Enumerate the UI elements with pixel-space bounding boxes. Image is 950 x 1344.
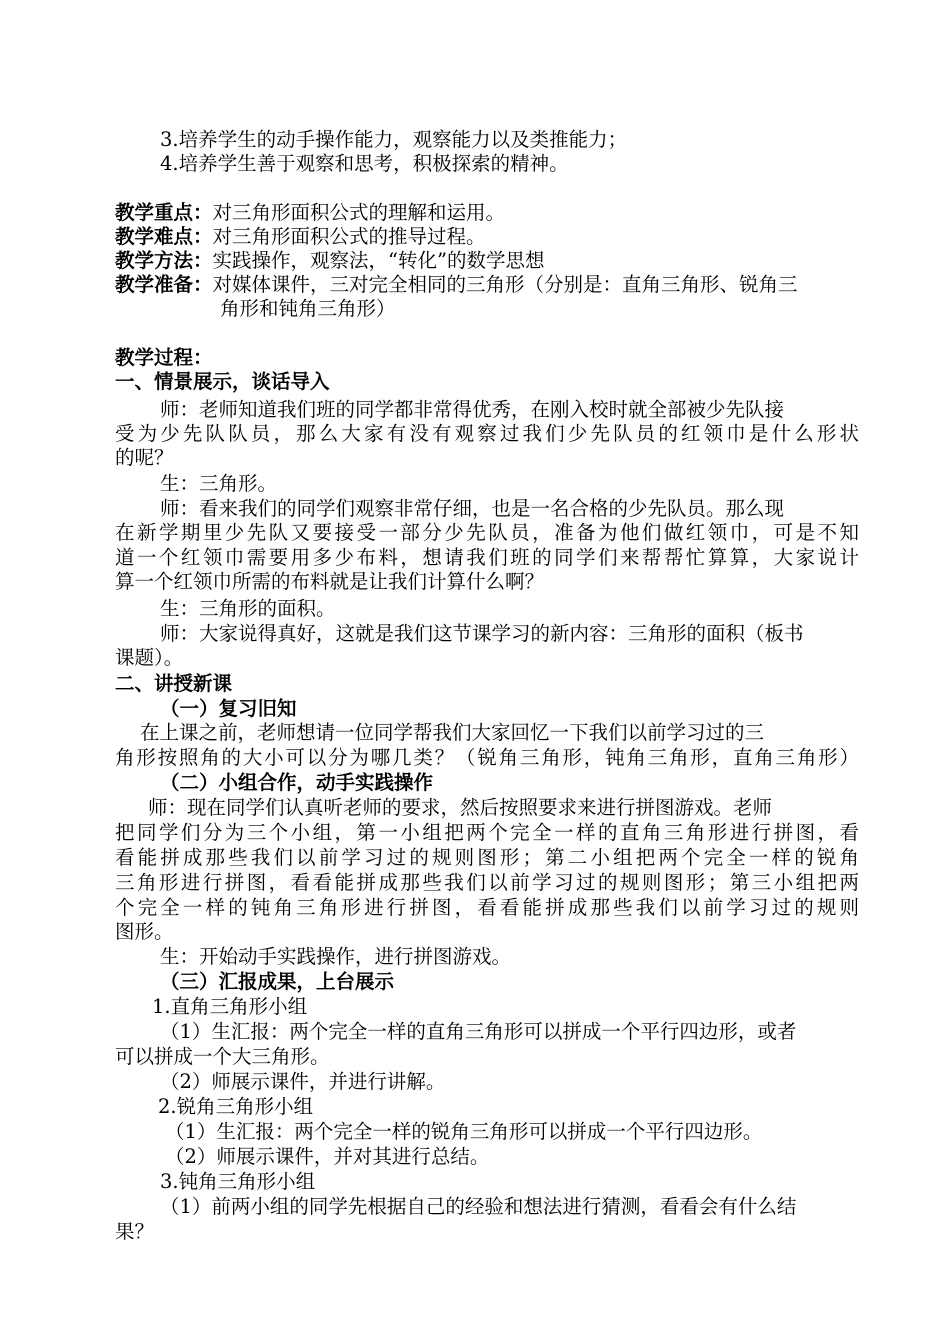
subsection1-title: （一）复习旧知 [160, 697, 297, 720]
teaching-difficulty [115, 225, 486, 249]
subsection3-line: （2）师展示课件，并对其进行总结。 [165, 1145, 490, 1168]
teaching-prep-label: 教学准备： [115, 273, 213, 296]
section1-line: 师：看来我们的同学们观察非常仔细，也是一名合格的少先队员。那么现 [160, 497, 785, 520]
subsection3-line: （1）生汇报：两个完全一样的锐角三角形可以拼成一个平行四边形。 [165, 1120, 763, 1143]
teaching-focus-label: 教学重点： [115, 201, 213, 224]
subsection3-line: 2.锐角三角形小组 [158, 1095, 314, 1118]
section1-title: 一、情景展示，谈话导入 [115, 370, 330, 393]
subsection2-line: 生：开始动手实践操作，进行拼图游戏。 [160, 945, 512, 968]
section1-line: 在新学期里少先队又要接受一部分少先队员，准备为他们做红领巾，可是不知 [115, 521, 859, 544]
subsection3-line: 可以拼成一个大三角形。 [115, 1045, 330, 1068]
teaching-method [115, 249, 544, 273]
subsection2-title: （二）小组合作，动手实践操作 [160, 771, 434, 794]
section1-line: 算一个红领巾所需的布料就是让我们计算什么啊？ [115, 570, 545, 593]
section1-line: 道一个红领巾需要用多少布料，想请我们班的同学们来帮帮忙算算，大家说计 [115, 546, 859, 569]
section1-line: 课题）。 [115, 646, 184, 669]
teaching-method-label: 教学方法： [115, 249, 213, 272]
subsection2-line: 师：现在同学们认真听老师的要求，然后按照要求来进行拼图游戏。老师 [148, 796, 773, 819]
process-title: 教学过程： [115, 346, 213, 369]
subsection3-line: （2）师展示课件，并进行讲解。 [160, 1070, 446, 1093]
section1-line: 生：三角形。 [160, 472, 278, 495]
subsection3-line: （1）前两小组的同学先根据自己的经验和想法进行猜测，看看会有什么结 [160, 1195, 797, 1218]
section1-line: 的呢？ [115, 446, 174, 469]
subsection3-line: （1）生汇报：两个完全一样的直角三角形可以拼成一个平行四边形，或者 [160, 1020, 797, 1043]
teaching-focus [115, 201, 505, 225]
subsection3-line: 1.直角三角形小组 [152, 995, 308, 1018]
teaching-difficulty-text: 对三角形面积公式的推导过程。 [212, 225, 486, 248]
subsection2-line: 看能拼成那些我们以前学习过的规则图形；第二小组把两个完全一样的锐角 [115, 846, 859, 869]
teaching-prep [115, 273, 798, 297]
section1-line: 受为少先队队员，那么大家有没有观察过我们少先队员的红领巾是什么形状 [115, 422, 859, 445]
subsection2-line: 图形。 [115, 920, 174, 943]
subsection1-line: 角形按照角的大小可以分为哪几类？（锐角三角形，钝角三角形，直角三角形） [115, 746, 859, 769]
section1-line: 师：大家说得真好，这就是我们这节课学习的新内容：三角形的面积（板书 [160, 622, 804, 645]
teaching-prep-text: 对媒体课件，三对完全相同的三角形（分别是：直角三角形、锐角三 [212, 273, 798, 296]
subsection3-title: （三）汇报成果，上台展示 [160, 970, 395, 993]
objective-4: 4.培养学生善于观察和思考，积极探索的精神。 [160, 152, 569, 175]
subsection1-line: 在上课之前，老师想请一位同学帮我们大家回忆一下我们以前学习过的三 [140, 721, 765, 744]
teaching-prep-continued: 角形和钝角三角形） [220, 297, 396, 320]
subsection2-line: 三角形进行拼图，看看能拼成那些我们以前学习过的规则图形；第三小组把两 [115, 871, 859, 894]
subsection3-line: 3.钝角三角形小组 [160, 1170, 316, 1193]
subsection3-line: 果？ [115, 1220, 155, 1243]
teaching-difficulty-label: 教学难点： [115, 225, 213, 248]
teaching-method-text: 实践操作，观察法，“转化”的数学思想 [212, 249, 545, 272]
teaching-focus-text: 对三角形面积公式的理解和运用。 [212, 201, 506, 224]
section1-line: 师：老师知道我们班的同学都非常得优秀，在刚入校时就全部被少先队接 [160, 398, 785, 421]
subsection2-line: 个完全一样的钝角三角形进行拼图，看看能拼成那些我们以前学习过的规则 [115, 896, 859, 919]
subsection2-line: 把同学们分为三个小组，第一小组把两个完全一样的直角三角形进行拼图，看 [115, 821, 859, 844]
objective-3: 3.培养学生的动手操作能力，观察能力以及类推能力； [160, 128, 628, 151]
section2-title: 二、讲授新课 [115, 672, 233, 695]
section1-line: 生：三角形的面积。 [160, 597, 336, 620]
